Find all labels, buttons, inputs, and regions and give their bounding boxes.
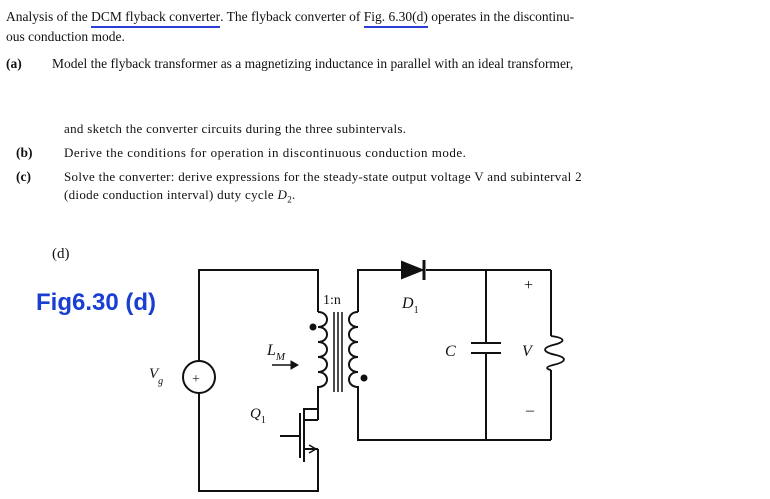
- turns-ratio-label: 1:n: [323, 293, 341, 308]
- inductor-label: $L_M$: [267, 342, 286, 363]
- inductor-arrowhead: [291, 361, 298, 369]
- secondary-winding-icon: [349, 312, 358, 392]
- part-d-label: (d): [52, 246, 70, 262]
- part-c-continuation: (diode conduction interval) duty cycle $D_2$.: [64, 187, 296, 205]
- figure-label: Fig6.30 (d): [36, 289, 157, 316]
- intro-line-1: Analysis of the DCM flyback converter. The flyback converter of Fig. 6.30(d) operates in the discontinu-: [6, 9, 575, 24]
- diode-label: $D_1$: [402, 295, 419, 316]
- switch-label: $Q_1$: [250, 406, 266, 426]
- part-a-continuation: and sketch the converter circuits during the three subintervals.: [64, 121, 407, 136]
- output-plus-label: +: [524, 277, 534, 294]
- part-b-text: Derive the conditions for operation in discontinuous conduction mode.: [64, 145, 467, 160]
- source-plus-label: +: [192, 372, 200, 387]
- part-c-text: Solve the converter: derive expressions for the steady-state output voltage V and subinterval 2: [64, 169, 582, 184]
- capacitor-label: C: [445, 343, 456, 360]
- underlined-term-dcm: DCM flyback converter: [91, 9, 221, 24]
- diode-icon: [402, 262, 422, 278]
- secondary-polarity-dot: [362, 376, 367, 381]
- mosfet-icon: [280, 409, 318, 462]
- primary-polarity-dot: [311, 325, 316, 330]
- output-voltage-label: V: [522, 343, 532, 360]
- load-squiggle-icon: [545, 336, 564, 370]
- transformer-core-icon: [334, 312, 342, 392]
- source-label: $V_g$: [149, 366, 164, 387]
- capacitor-icon: [471, 270, 501, 440]
- part-a-label: (a): [6, 56, 22, 71]
- underlined-figure-ref: Fig. 6.30(d): [363, 9, 428, 24]
- part-b-label: (b): [16, 145, 33, 160]
- part-c-label: (c): [16, 169, 31, 184]
- output-minus-label: –: [526, 402, 534, 419]
- primary-winding-icon: [318, 312, 327, 394]
- intro-line-2: ous conduction mode.: [6, 29, 125, 44]
- part-a-text: Model the flyback transformer as a magnetizing inductance in parallel with an ideal transformer,: [52, 56, 574, 71]
